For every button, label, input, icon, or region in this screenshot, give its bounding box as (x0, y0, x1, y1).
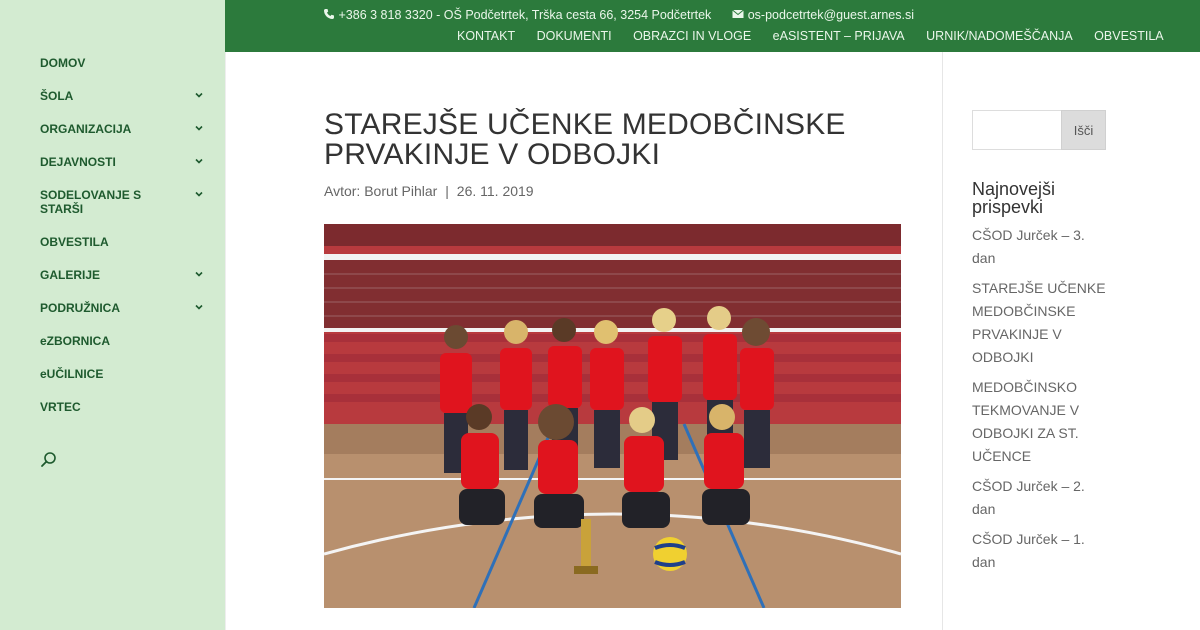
sidebar-item-label: PODRUŽNICA (40, 301, 120, 315)
search-icon[interactable] (40, 451, 58, 469)
recent-posts-list (972, 224, 1106, 574)
sidebar-item-label: DEJAVNOSTI (40, 155, 116, 169)
recent-post-link[interactable]: STAREJŠE UČENKE MEDOBČINSKE PRVAKINJE V ODBOJKI (972, 280, 1106, 365)
post-title: STAREJŠE UČENKE MEDOBČINSKE PRVAKINJE V ODBOJKI (324, 108, 846, 171)
recent-post-link[interactable]: CŠOD Jurček – 2. dan (972, 478, 1085, 517)
chevron-down-icon[interactable] (194, 156, 204, 166)
topnav-obrazci[interactable]: OBRAZCI IN VLOGE (633, 29, 752, 43)
author-link[interactable]: Borut Pihlar (364, 183, 438, 199)
sidebar-item-7[interactable] (40, 301, 210, 315)
sidebar-item-2[interactable] (40, 122, 210, 136)
sidebar-item-label: eUČILNICE (40, 367, 104, 381)
sidebar-item-label: OBVESTILA (40, 235, 109, 249)
chevron-down-icon[interactable] (194, 269, 204, 279)
phone-address-text: +386 3 818 3320 - OŠ Podčetrtek, Trška cesta 66, 3254 Podčetrtek (338, 8, 712, 22)
recent-post-link[interactable]: MEDOBČINSKO TEKMOVANJE V ODBOJKI ZA ST. UČENCE (972, 379, 1080, 464)
search-button[interactable]: Išči (1061, 110, 1106, 150)
phone-icon (323, 8, 335, 20)
chevron-down-icon[interactable] (194, 90, 204, 100)
sidebar-item-10[interactable] (40, 400, 210, 414)
team-photo (324, 224, 901, 608)
main-content (225, 52, 942, 630)
left-sidebar (0, 0, 225, 630)
sidebar-item-label: eZBORNICA (40, 334, 111, 348)
sidebar-item-label: SODELOVANJE S STARŠI (40, 188, 142, 216)
topnav-kontakt[interactable]: KONTAKT (457, 29, 516, 43)
topnav-obvestila[interactable]: OBVESTILA (1094, 29, 1164, 43)
search-input[interactable] (972, 110, 1062, 150)
sidebar-item-4[interactable] (40, 188, 210, 216)
search-widget (972, 110, 1106, 150)
sidebar-item-9[interactable] (40, 367, 210, 381)
sidebar-item-label: VRTEC (40, 400, 81, 414)
sidebar-item-0[interactable] (40, 56, 210, 70)
author-prefix: Avtor: (324, 183, 361, 199)
contact-info (323, 8, 914, 22)
email-link[interactable]: os-podcetrtek@guest.arnes.si (747, 8, 914, 22)
sidebar-item-label: GALERIJE (40, 268, 101, 282)
topnav-dokumenti[interactable]: DOKUMENTI (536, 29, 612, 43)
sidebar-item-label: ŠOLA (40, 89, 74, 103)
post-meta: Avtor: Borut Pihlar | 26. 11. 2019 (324, 183, 534, 199)
sidebar-item-5[interactable] (40, 235, 210, 249)
recent-posts-title: Najnovejši prispevki (972, 179, 1056, 217)
recent-post-link[interactable]: CŠOD Jurček – 1. dan (972, 531, 1085, 570)
chevron-down-icon[interactable] (194, 189, 204, 199)
sidebar-item-6[interactable] (40, 268, 210, 282)
sidebar-item-3[interactable] (40, 155, 210, 169)
top-bar (225, 0, 1200, 52)
recent-post-link[interactable]: CŠOD Jurček – 3. dan (972, 227, 1085, 266)
post-date: 26. 11. 2019 (456, 183, 534, 199)
content-divider (942, 52, 943, 630)
topnav-urnik[interactable]: URNIK/NADOMEŠČANJA (926, 29, 1073, 43)
chevron-down-icon[interactable] (194, 302, 204, 312)
mail-icon (732, 8, 744, 20)
right-sidebar (972, 110, 1106, 581)
top-navigation (457, 29, 1164, 43)
sidebar-item-1[interactable] (40, 89, 210, 103)
chevron-down-icon[interactable] (194, 123, 204, 133)
sidebar-item-8[interactable] (40, 334, 210, 348)
topnav-easistent[interactable]: eASISTENT – PRIJAVA (772, 29, 905, 43)
sidebar-item-label: DOMOV (40, 56, 86, 70)
sidebar-item-label: ORGANIZACIJA (40, 122, 132, 136)
